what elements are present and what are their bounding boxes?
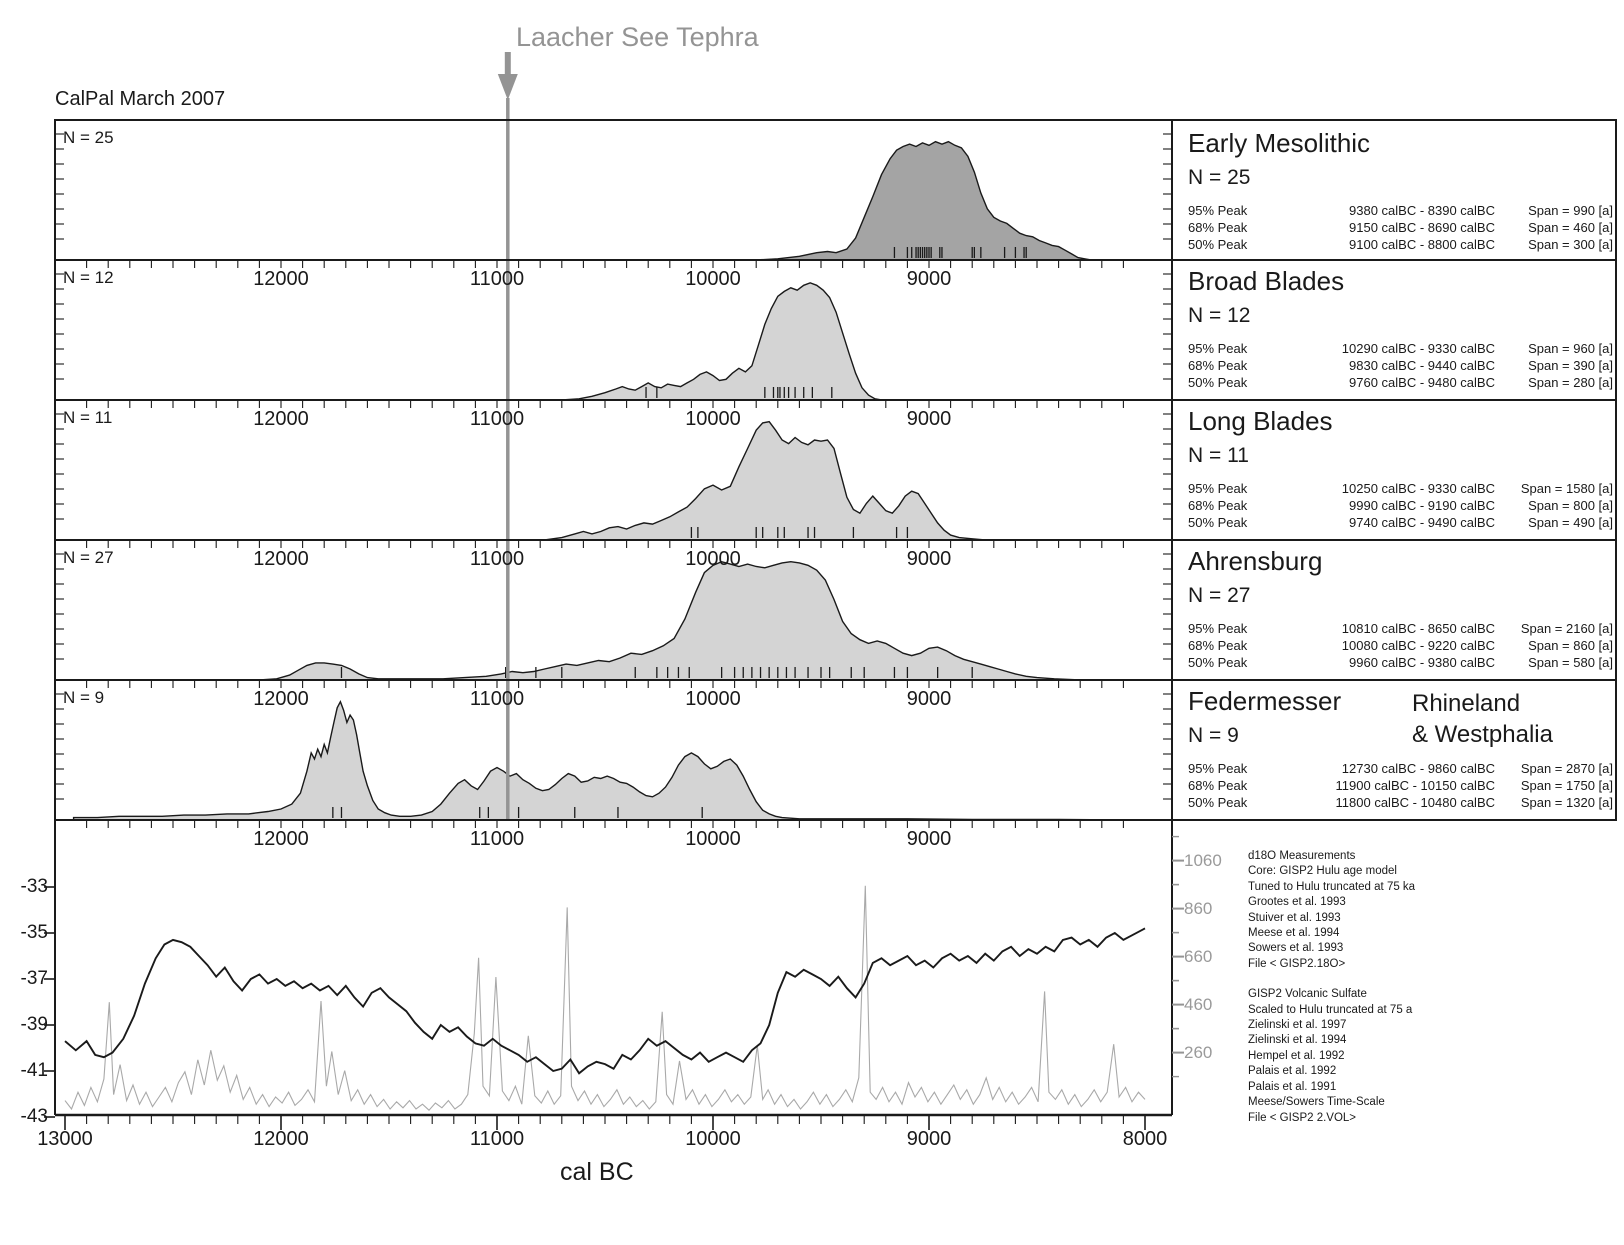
bottom-notes bbox=[1248, 849, 1415, 1126]
panel-n-count: N = 25 bbox=[63, 128, 114, 147]
peak-stat-range: 9740 calBC - 9490 calBC bbox=[1349, 515, 1495, 530]
panel-title: Ahrensburg bbox=[1188, 546, 1323, 576]
peak-stat-span: Span = 280 [a] bbox=[1528, 375, 1613, 390]
d18o-tick-label: -35 bbox=[20, 922, 48, 943]
panel-x-tick-label: 10000 bbox=[685, 828, 741, 850]
sulfate-note-line: Meese/Sowers Time-Scale bbox=[1248, 1096, 1385, 1109]
tephra-arrow-head bbox=[498, 74, 518, 100]
peak-stat-span: Span = 2870 [a] bbox=[1520, 761, 1613, 776]
peak-stat-span: Span = 300 [a] bbox=[1528, 237, 1613, 252]
peak-stat-pct: 95% Peak bbox=[1188, 203, 1248, 218]
peak-stat-range: 10250 calBC - 9330 calBC bbox=[1341, 481, 1495, 496]
panel-x-tick-label: 11000 bbox=[469, 268, 525, 290]
peak-stat-range: 10290 calBC - 9330 calBC bbox=[1341, 341, 1495, 356]
peak-stat-row bbox=[1188, 654, 1613, 671]
peak-stat-row bbox=[1188, 480, 1613, 497]
peak-stat-pct: 95% Peak bbox=[1188, 761, 1248, 776]
peak-stats bbox=[1188, 480, 1613, 531]
x-axis-tick-label: 8000 bbox=[1122, 1128, 1168, 1150]
peak-stat-pct: 50% Peak bbox=[1188, 375, 1248, 390]
sulfate-note-line: GISP2 Volcanic Sulfate bbox=[1248, 988, 1367, 1001]
panel-x-tick-label: 11000 bbox=[469, 828, 525, 850]
sulfate-tick-label: 1060 bbox=[1184, 850, 1222, 870]
calpal-version-label: CalPal March 2007 bbox=[55, 88, 226, 110]
panel-n: N = 9 bbox=[1188, 724, 1239, 747]
panel-title: Federmesser bbox=[1188, 686, 1342, 716]
sulfate-note-line: Palais et al. 1991 bbox=[1248, 1080, 1337, 1093]
peak-stat-pct: 68% Peak bbox=[1188, 358, 1248, 373]
panel-x-tick-label: 9000 bbox=[906, 828, 952, 850]
peak-stat-span: Span = 1750 [a] bbox=[1520, 778, 1613, 793]
distribution-curve-ahrensburg bbox=[259, 562, 1080, 680]
peak-stats bbox=[1188, 760, 1613, 811]
panel-x-tick-label: 9000 bbox=[906, 408, 952, 430]
panel-x-tick-label: 11000 bbox=[469, 688, 525, 710]
peak-stat-span: Span = 2160 [a] bbox=[1520, 621, 1613, 636]
peak-stat-pct: 68% Peak bbox=[1188, 220, 1248, 235]
x-axis-tick-label: 11000 bbox=[469, 1128, 525, 1150]
gisp2-sulfate-series bbox=[65, 886, 1145, 1110]
peak-stat-row bbox=[1188, 357, 1613, 374]
peak-stat-span: Span = 1320 [a] bbox=[1520, 795, 1613, 810]
peak-stat-span: Span = 460 [a] bbox=[1528, 220, 1613, 235]
peak-stat-row bbox=[1188, 794, 1613, 811]
peak-stat-range: 9830 calBC - 9440 calBC bbox=[1349, 358, 1495, 373]
infobox-early-mesolithic bbox=[1188, 128, 1613, 253]
peak-stat-pct: 95% Peak bbox=[1188, 341, 1248, 356]
d18o-note-line: File < GISP2.18O> bbox=[1248, 957, 1346, 970]
panel-n: N = 11 bbox=[1188, 444, 1249, 467]
d18o-tick-label: -37 bbox=[20, 968, 48, 989]
d18o-note-line: Core: GISP2 Hulu age model bbox=[1248, 865, 1397, 878]
panel-x-tick-label: 12000 bbox=[253, 548, 309, 570]
peak-stat-pct: 68% Peak bbox=[1188, 778, 1248, 793]
infobox-broad-blades bbox=[1188, 266, 1613, 391]
panel-x-tick-label: 11000 bbox=[469, 408, 525, 430]
d18o-note-line: d18O Measurements bbox=[1248, 850, 1356, 862]
sulfate-note-line: Palais et al. 1992 bbox=[1248, 1065, 1337, 1078]
panel-x-tick-label: 9000 bbox=[906, 688, 952, 710]
x-axis-tick-label: 13000 bbox=[37, 1128, 93, 1150]
peak-stat-range: 9960 calBC - 9380 calBC bbox=[1349, 655, 1495, 670]
panel-x-tick-label: 9000 bbox=[906, 268, 952, 290]
d18o-note-line: Stuiver et al. 1993 bbox=[1248, 911, 1341, 924]
panel-x-tick-label: 12000 bbox=[253, 828, 309, 850]
region-line-1: Rhineland bbox=[1412, 690, 1521, 717]
panel-n: N = 25 bbox=[1188, 166, 1251, 189]
peak-stat-range: 9150 calBC - 8690 calBC bbox=[1349, 220, 1495, 235]
panel-n-count: N = 27 bbox=[63, 548, 114, 567]
distribution-curve-broad-blades bbox=[562, 283, 882, 400]
panel-x-tick-label: 10000 bbox=[685, 688, 741, 710]
panel-n: N = 12 bbox=[1188, 304, 1251, 327]
peak-stat-pct: 50% Peak bbox=[1188, 655, 1248, 670]
peak-stat-row bbox=[1188, 219, 1613, 236]
peak-stat-range: 9380 calBC - 8390 calBC bbox=[1349, 203, 1495, 218]
panel-n: N = 27 bbox=[1188, 584, 1251, 607]
peak-stat-range: 9990 calBC - 9190 calBC bbox=[1349, 498, 1495, 513]
peak-stat-span: Span = 490 [a] bbox=[1528, 515, 1613, 530]
d18o-note-line: Tuned to Hulu truncated at 75 ka bbox=[1248, 880, 1416, 893]
sulfate-note-line: Zielinski et al. 1994 bbox=[1248, 1034, 1347, 1047]
peak-stat-range: 12730 calBC - 9860 calBC bbox=[1341, 761, 1495, 776]
peak-stat-row bbox=[1188, 497, 1613, 514]
sulfate-tick-label: 660 bbox=[1184, 946, 1213, 966]
peak-stat-row bbox=[1188, 236, 1613, 253]
d18o-note-line: Meese et al. 1994 bbox=[1248, 927, 1340, 940]
panel-x-tick-label: 9000 bbox=[906, 548, 952, 570]
d18o-tick-label: -41 bbox=[20, 1060, 48, 1081]
panel-n-count: N = 9 bbox=[63, 688, 105, 707]
peak-stat-range: 9760 calBC - 9480 calBC bbox=[1349, 375, 1495, 390]
peak-stat-range: 10810 calBC - 8650 calBC bbox=[1341, 621, 1495, 636]
infobox-long-blades bbox=[1188, 406, 1613, 531]
sulfate-note-line: Hempel et al. 1992 bbox=[1248, 1049, 1345, 1062]
panel-x-tick-label: 12000 bbox=[253, 688, 309, 710]
x-axis-title: cal BC bbox=[560, 1158, 634, 1186]
peak-stat-row bbox=[1188, 202, 1613, 219]
peak-stats bbox=[1188, 620, 1613, 671]
peak-stat-span: Span = 800 [a] bbox=[1528, 498, 1613, 513]
panel-x-tick-label: 10000 bbox=[685, 548, 741, 570]
d18o-note-line: Grootes et al. 1993 bbox=[1248, 896, 1346, 909]
peak-stat-pct: 50% Peak bbox=[1188, 237, 1248, 252]
peak-stat-span: Span = 580 [a] bbox=[1528, 655, 1613, 670]
peak-stat-row bbox=[1188, 637, 1613, 654]
peak-stat-pct: 95% Peak bbox=[1188, 621, 1248, 636]
sulfate-note-line: Scaled to Hulu truncated at 75 a bbox=[1248, 1003, 1413, 1016]
peak-stat-span: Span = 860 [a] bbox=[1528, 638, 1613, 653]
panel-x-tick-label: 10000 bbox=[685, 408, 741, 430]
panel-x-tick-label: 10000 bbox=[685, 268, 741, 290]
panel-title: Long Blades bbox=[1188, 406, 1333, 436]
panel-x-tick-label: 11000 bbox=[469, 548, 525, 570]
sulfate-tick-label: 860 bbox=[1184, 898, 1213, 918]
sulfate-tick-label: 260 bbox=[1184, 1042, 1213, 1062]
peak-stat-range: 11800 calBC - 10480 calBC bbox=[1335, 795, 1495, 810]
peak-stat-pct: 50% Peak bbox=[1188, 515, 1248, 530]
x-axis-tick-label: 9000 bbox=[906, 1128, 952, 1150]
d18o-note-line: Sowers et al. 1993 bbox=[1248, 942, 1344, 955]
panel-n-count: N = 12 bbox=[63, 268, 114, 287]
region-label bbox=[1412, 688, 1553, 750]
panel-title: Early Mesolithic bbox=[1188, 128, 1371, 158]
peak-stat-pct: 50% Peak bbox=[1188, 795, 1248, 810]
peak-stat-pct: 68% Peak bbox=[1188, 498, 1248, 513]
laacher-see-tephra-label: Laacher See Tephra bbox=[516, 22, 759, 52]
d18o-tick-label: -43 bbox=[20, 1106, 48, 1127]
peak-stat-row bbox=[1188, 514, 1613, 531]
peak-stat-row bbox=[1188, 777, 1613, 794]
x-axis-tick-label: 10000 bbox=[685, 1128, 741, 1150]
peak-stat-span: Span = 1580 [a] bbox=[1520, 481, 1613, 496]
peak-stat-span: Span = 390 [a] bbox=[1528, 358, 1613, 373]
d18o-tick-label: -33 bbox=[20, 876, 48, 897]
distribution-curve-early-mesolithic bbox=[756, 142, 1091, 260]
peak-stat-row bbox=[1188, 760, 1613, 777]
panel-n-count: N = 11 bbox=[63, 408, 113, 427]
infobox-ahrensburg bbox=[1188, 546, 1613, 671]
panel-x-tick-label: 12000 bbox=[253, 408, 309, 430]
peak-stat-span: Span = 990 [a] bbox=[1528, 203, 1613, 218]
d18o-notes bbox=[1248, 849, 1415, 972]
sulfate-notes bbox=[1248, 987, 1415, 1126]
distribution-curve-long-blades bbox=[545, 422, 986, 540]
peak-stats bbox=[1188, 202, 1613, 253]
x-axis-tick-label: 12000 bbox=[253, 1128, 309, 1150]
d18o-tick-label: -39 bbox=[20, 1014, 48, 1035]
distribution-curve-federmesser bbox=[74, 702, 1124, 820]
peak-stats bbox=[1188, 340, 1613, 391]
d18o-series bbox=[65, 928, 1145, 1073]
panel-x-tick-label: 12000 bbox=[253, 268, 309, 290]
sulfate-note-line: File < GISP2 2.VOL> bbox=[1248, 1111, 1357, 1124]
region-line-2: & Westphalia bbox=[1412, 721, 1553, 748]
peak-stat-range: 9100 calBC - 8800 calBC bbox=[1349, 237, 1495, 252]
peak-stat-span: Span = 960 [a] bbox=[1528, 341, 1613, 356]
peak-stat-range: 10080 calBC - 9220 calBC bbox=[1341, 638, 1495, 653]
peak-stat-row bbox=[1188, 374, 1613, 391]
panel-title: Broad Blades bbox=[1188, 266, 1345, 296]
peak-stat-pct: 68% Peak bbox=[1188, 638, 1248, 653]
peak-stat-row bbox=[1188, 340, 1613, 357]
peak-stat-row bbox=[1188, 620, 1613, 637]
sulfate-tick-label: 460 bbox=[1184, 994, 1213, 1014]
sulfate-note-line: Zielinski et al. 1997 bbox=[1248, 1019, 1347, 1032]
peak-stat-range: 11900 calBC - 10150 calBC bbox=[1335, 778, 1495, 793]
peak-stat-pct: 95% Peak bbox=[1188, 481, 1248, 496]
